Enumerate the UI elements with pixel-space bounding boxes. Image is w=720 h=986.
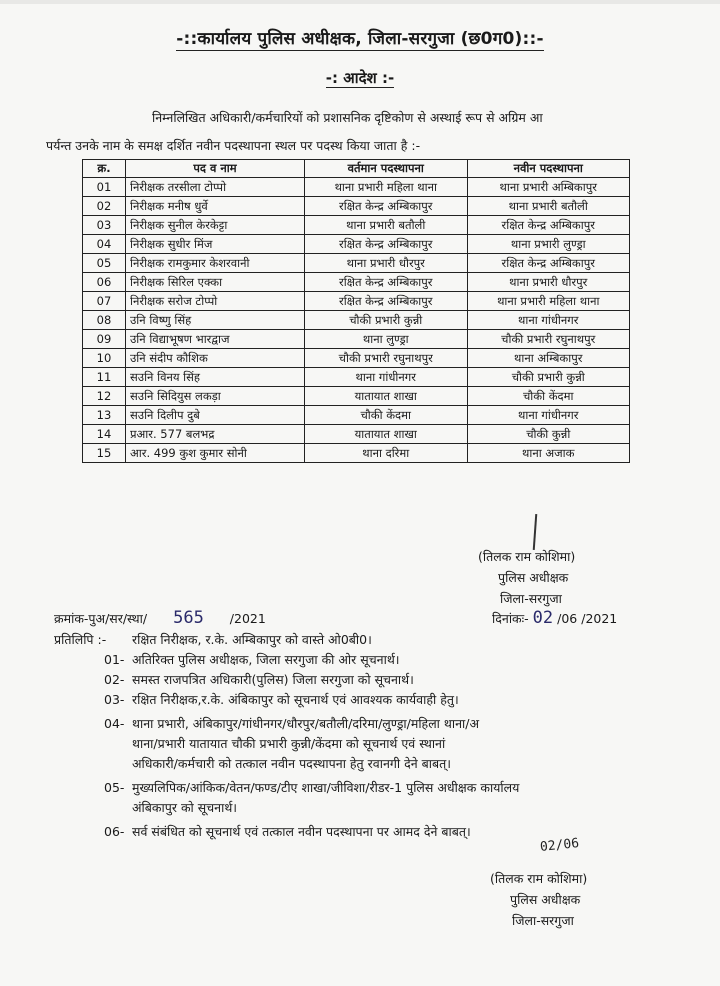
serial-cell: 15 bbox=[83, 444, 126, 463]
serial-cell: 12 bbox=[83, 387, 126, 406]
name-cell: निरीक्षक सिरिल एक्का bbox=[126, 273, 305, 292]
name-cell: सउनि विनय सिंह bbox=[126, 368, 305, 387]
serial-cell: 04 bbox=[83, 235, 126, 254]
current-posting-cell: यातायात शाखा bbox=[305, 425, 468, 444]
col-header-new-posting: नवीन पदस्थापना bbox=[467, 160, 630, 178]
table-row bbox=[83, 178, 630, 197]
table-row bbox=[83, 235, 630, 254]
name-cell: सउनि दिलीप दुबे bbox=[126, 406, 305, 425]
table-row bbox=[83, 368, 630, 387]
copy-to-number: 04- bbox=[104, 716, 125, 731]
serial-cell: 13 bbox=[83, 406, 126, 425]
order-heading-text: -: आदेश :- bbox=[325, 69, 395, 87]
table-row bbox=[83, 444, 630, 463]
serial-cell: 02 bbox=[83, 197, 126, 216]
new-posting-cell: थाना गांधीनगर bbox=[467, 406, 630, 425]
copy-to-text: अधिकारी/कर्मचारी को तत्काल नवीन पदस्थापना हेतु रवानगी देने बाबत्। bbox=[132, 756, 452, 771]
copy-to-item bbox=[54, 690, 694, 710]
order-heading bbox=[0, 68, 720, 88]
col-header-current-posting: वर्तमान पदस्थापना bbox=[305, 160, 468, 178]
table-header-row bbox=[83, 160, 630, 178]
reference-line bbox=[54, 608, 674, 628]
new-posting-cell: चौकी कुन्नी bbox=[467, 425, 630, 444]
copy-to-number: 02- bbox=[104, 672, 125, 687]
serial-cell: 03 bbox=[83, 216, 126, 235]
name-cell: उनि संदीप कौशिक bbox=[126, 349, 305, 368]
copy-to-number: 01- bbox=[104, 652, 125, 667]
date-label: दिनांकः- bbox=[492, 611, 529, 626]
copy-to-line bbox=[54, 798, 694, 818]
copy-to-text: अतिरिक्त पुलिस अधीक्षक, जिला सरगुजा की ओर सूचनार्थ। bbox=[132, 652, 400, 667]
new-posting-cell: चौकी केंदमा bbox=[467, 387, 630, 406]
copy-to-list bbox=[54, 650, 694, 842]
col-header-serial: क्र. bbox=[83, 160, 126, 178]
copy-to-section bbox=[54, 630, 694, 842]
table-row bbox=[83, 292, 630, 311]
new-posting-cell: थाना प्रभारी बतौली bbox=[467, 197, 630, 216]
copy-to-text: थाना/प्रभारी यातायात चौकी प्रभारी कुन्नी/केंदमा को सूचनार्थ एवं स्थानां bbox=[132, 736, 446, 751]
copy-to-head bbox=[54, 630, 694, 650]
signatory-designation: पुलिस अधीक्षक bbox=[498, 570, 569, 585]
copy-to-line bbox=[54, 650, 694, 670]
intro-line-1: निम्नलिखित अधिकारी/कर्मचारियों को प्रशासनिक दृष्टिकोण से अस्थाई रूप से अग्रिम आ bbox=[152, 110, 543, 125]
name-cell: उनि विष्णु सिंह bbox=[126, 311, 305, 330]
new-posting-cell: थाना गांधीनगर bbox=[467, 311, 630, 330]
table-row bbox=[83, 425, 630, 444]
name-cell: प्रआर. 577 बलभद्र bbox=[126, 425, 305, 444]
col-header-name: पद व नाम bbox=[126, 160, 305, 178]
signatory-name: (तिलक राम कोशिमा) bbox=[478, 549, 576, 564]
handwritten-initial: 02/06 bbox=[539, 835, 580, 856]
current-posting-cell: यातायात शाखा bbox=[305, 387, 468, 406]
table-row bbox=[83, 273, 630, 292]
current-posting-cell: रक्षित केन्द्र अम्बिकापुर bbox=[305, 292, 468, 311]
transfer-table bbox=[82, 159, 630, 463]
serial-cell: 06 bbox=[83, 273, 126, 292]
reference-year: /2021 bbox=[229, 611, 266, 626]
copy-to-text: समस्त राजपत्रित अधिकारी(पुलिस) जिला सरगुजा को सूचनार्थ। bbox=[132, 672, 414, 687]
serial-cell: 11 bbox=[83, 368, 126, 387]
current-posting-cell: चौकी प्रभारी कुन्नी bbox=[305, 311, 468, 330]
table-row bbox=[83, 406, 630, 425]
signatory-designation-2: पुलिस अधीक्षक bbox=[510, 892, 581, 907]
copy-to-number: 06- bbox=[104, 824, 125, 839]
copy-to-label: प्रतिलिपि :- bbox=[54, 632, 107, 647]
signatory-district-2: जिला-सरगुजा bbox=[512, 913, 574, 928]
copy-to-number: 03- bbox=[104, 692, 125, 707]
copy-to-text: अंबिकापुर को सूचनार्थ। bbox=[132, 800, 238, 815]
name-cell: निरीक्षक सुधीर मिंज bbox=[126, 235, 305, 254]
current-posting-cell: थाना लुण्ड्रा bbox=[305, 330, 468, 349]
current-posting-cell: थाना प्रभारी महिला थाना bbox=[305, 178, 468, 197]
copy-to-head-text: रक्षित निरीक्षक, र.के. अम्बिकापुर को वास्ते ओ0बी0। bbox=[132, 632, 372, 647]
copy-to-item bbox=[54, 822, 694, 842]
current-posting-cell: रक्षित केन्द्र अम्बिकापुर bbox=[305, 197, 468, 216]
copy-to-text: सर्व संबंधित को सूचनार्थ एवं तत्काल नवीन पदस्थापना पर आमद देने बाबत्। bbox=[132, 824, 471, 839]
table-row bbox=[83, 254, 630, 273]
copy-to-text: थाना प्रभारी, अंबिकापुर/गांधीनगर/धौरपुर/बतौली/दरिमा/लुण्ड्रा/महिला थाना/अ bbox=[132, 716, 480, 731]
current-posting-cell: चौकी केंदमा bbox=[305, 406, 468, 425]
reference-number: 565 bbox=[173, 608, 204, 628]
signatory-district: जिला-सरगुजा bbox=[500, 591, 562, 606]
serial-cell: 05 bbox=[83, 254, 126, 273]
current-posting-cell: थाना प्रभारी धौरपुर bbox=[305, 254, 468, 273]
name-cell: निरीक्षक सरोज टोप्पो bbox=[126, 292, 305, 311]
table-row bbox=[83, 216, 630, 235]
new-posting-cell: थाना अजाक bbox=[467, 444, 630, 463]
copy-to-item bbox=[54, 650, 694, 670]
current-posting-cell: थाना दरिमा bbox=[305, 444, 468, 463]
name-cell: उनि विद्याभूषण भारद्वाज bbox=[126, 330, 305, 349]
new-posting-cell: थाना प्रभारी धौरपुर bbox=[467, 273, 630, 292]
name-cell: निरीक्षक तरसीला टोप्पो bbox=[126, 178, 305, 197]
signatory-name-2: (तिलक राम कोशिमा) bbox=[490, 871, 588, 886]
copy-to-item bbox=[54, 714, 694, 774]
current-posting-cell: रक्षित केन्द्र अम्बिकापुर bbox=[305, 235, 468, 254]
serial-cell: 14 bbox=[83, 425, 126, 444]
table-row bbox=[83, 387, 630, 406]
intro-line-2: पर्यन्त उनके नाम के समक्ष दर्शित नवीन पदस्थापना स्थल पर पदस्थ किया जाता है :- bbox=[46, 138, 421, 153]
copy-to-line bbox=[54, 734, 694, 754]
serial-cell: 08 bbox=[83, 311, 126, 330]
copy-to-item bbox=[54, 670, 694, 690]
name-cell: निरीक्षक सुनील केरकेट्टा bbox=[126, 216, 305, 235]
copy-to-line bbox=[54, 822, 694, 842]
current-posting-cell: थाना गांधीनगर bbox=[305, 368, 468, 387]
copy-to-line bbox=[54, 714, 694, 734]
table-body bbox=[83, 178, 630, 463]
name-cell: आर. 499 कुश कुमार सोनी bbox=[126, 444, 305, 463]
name-cell: निरीक्षक मनीष धुर्वे bbox=[126, 197, 305, 216]
table-row bbox=[83, 330, 630, 349]
new-posting-cell: थाना प्रभारी लुण्ड्रा bbox=[467, 235, 630, 254]
table-row bbox=[83, 349, 630, 368]
new-posting-cell: रक्षित केन्द्र अम्बिकापुर bbox=[467, 216, 630, 235]
copy-to-text: मुख्यलिपिक/आंकिक/वेतन/फण्ड/टीए शाखा/जीविशा/रीडर-1 पुलिस अधीक्षक कार्यालय bbox=[132, 780, 520, 795]
serial-cell: 10 bbox=[83, 349, 126, 368]
office-title-text: -::कार्यालय पुलिस अधीक्षक, जिला-सरगुजा (छ0ग0)::- bbox=[176, 29, 544, 49]
new-posting-cell: थाना प्रभारी महिला थाना bbox=[467, 292, 630, 311]
copy-to-line bbox=[54, 754, 694, 774]
table-row bbox=[83, 311, 630, 330]
serial-cell: 09 bbox=[83, 330, 126, 349]
office-title bbox=[0, 26, 720, 49]
copy-to-text: रक्षित निरीक्षक,र.के. अंबिकापुर को सूचनार्थ एवं आवश्यक कार्यवाही हेतु। bbox=[132, 692, 459, 707]
current-posting-cell: चौकी प्रभारी रघुनाथपुर bbox=[305, 349, 468, 368]
copy-to-item bbox=[54, 778, 694, 818]
scan-edge bbox=[0, 0, 720, 4]
new-posting-cell: चौकी प्रभारी रघुनाथपुर bbox=[467, 330, 630, 349]
new-posting-cell: थाना अम्बिकापुर bbox=[467, 349, 630, 368]
copy-to-line bbox=[54, 670, 694, 690]
current-posting-cell: थाना प्रभारी बतौली bbox=[305, 216, 468, 235]
serial-cell: 07 bbox=[83, 292, 126, 311]
new-posting-cell: चौकी प्रभारी कुन्नी bbox=[467, 368, 630, 387]
current-posting-cell: रक्षित केन्द्र अम्बिकापुर bbox=[305, 273, 468, 292]
reference-date bbox=[492, 608, 617, 628]
new-posting-cell: थाना प्रभारी अम्बिकापुर bbox=[467, 178, 630, 197]
reference-prefix: क्रमांक-पुअ/सर/स्था/ bbox=[54, 611, 148, 626]
copy-to-line bbox=[54, 778, 694, 798]
new-posting-cell: रक्षित केन्द्र अम्बिकापुर bbox=[467, 254, 630, 273]
copy-to-line bbox=[54, 690, 694, 710]
date-rest: /06 /2021 bbox=[557, 611, 618, 626]
serial-cell: 01 bbox=[83, 178, 126, 197]
signature-block-1 bbox=[478, 546, 575, 609]
signature-stroke bbox=[533, 514, 538, 550]
copy-to-number: 05- bbox=[104, 780, 125, 795]
table-row bbox=[83, 197, 630, 216]
date-day: 02 bbox=[532, 608, 554, 628]
name-cell: सउनि सिदियुस लकड़ा bbox=[126, 387, 305, 406]
intro-paragraph bbox=[46, 104, 658, 160]
name-cell: निरीक्षक रामकुमार केशरवानी bbox=[126, 254, 305, 273]
signature-block-2 bbox=[490, 868, 587, 931]
